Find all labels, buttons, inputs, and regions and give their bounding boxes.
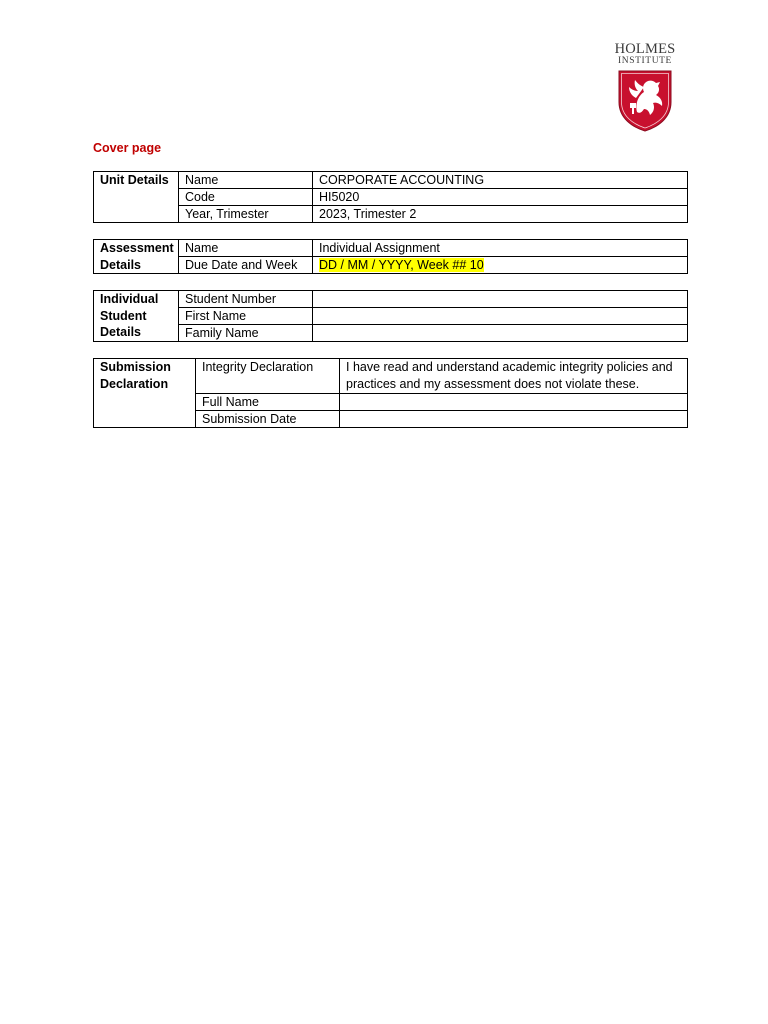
unit-details-table <box>93 171 688 223</box>
submission-declaration-table <box>93 358 688 428</box>
submission-date-label: Submission Date <box>196 411 340 428</box>
unit-code-label: Code <box>179 189 313 206</box>
student-number-label: Student Number <box>179 291 313 308</box>
unit-name-value: CORPORATE ACCOUNTING <box>313 172 688 189</box>
table-row <box>94 291 688 308</box>
integrity-declaration-label: Integrity Declaration <box>196 359 340 394</box>
family-name-label: Family Name <box>179 325 313 342</box>
logo-line-1: HOLMES <box>614 41 676 57</box>
due-date-label: Due Date and Week <box>179 257 313 274</box>
submission-declaration-header: Submission Declaration <box>94 359 196 428</box>
table-row <box>94 257 688 274</box>
first-name-label: First Name <box>179 308 313 325</box>
due-date-cell <box>313 257 688 274</box>
unit-details-header: Unit Details <box>94 172 179 223</box>
unit-name-label: Name <box>179 172 313 189</box>
unit-code-value: HI5020 <box>313 189 688 206</box>
year-trimester-label: Year, Trimester <box>179 206 313 223</box>
griffin-shield-icon <box>616 68 674 132</box>
logo-line-2: INSTITUTE <box>618 55 672 66</box>
assessment-details-header: Assessment Details <box>94 240 179 274</box>
table-row <box>94 189 688 206</box>
student-details-table <box>93 290 688 342</box>
family-name-field[interactable] <box>313 325 688 342</box>
full-name-field[interactable] <box>340 394 688 411</box>
due-date-value: DD / MM / YYYY, Week ## 10 <box>319 258 484 272</box>
assessment-name-label: Name <box>179 240 313 257</box>
year-trimester-value: 2023, Trimester 2 <box>313 206 688 223</box>
full-name-label: Full Name <box>196 394 340 411</box>
table-row <box>94 359 688 394</box>
table-row <box>94 240 688 257</box>
cover-page-title: Cover page <box>93 141 162 155</box>
table-row <box>94 206 688 223</box>
table-row <box>94 308 688 325</box>
submission-date-field[interactable] <box>340 411 688 428</box>
table-row <box>94 172 688 189</box>
student-details-header: Individual Student Details <box>94 291 179 342</box>
table-row <box>94 325 688 342</box>
first-name-field[interactable] <box>313 308 688 325</box>
student-number-field[interactable] <box>313 291 688 308</box>
assessment-name-value: Individual Assignment <box>313 240 688 257</box>
integrity-declaration-text: I have read and understand academic integrity policies and practices and my assessment does not violate these. <box>340 359 688 394</box>
holmes-institute-logo <box>612 42 678 130</box>
assessment-details-table <box>93 239 688 274</box>
